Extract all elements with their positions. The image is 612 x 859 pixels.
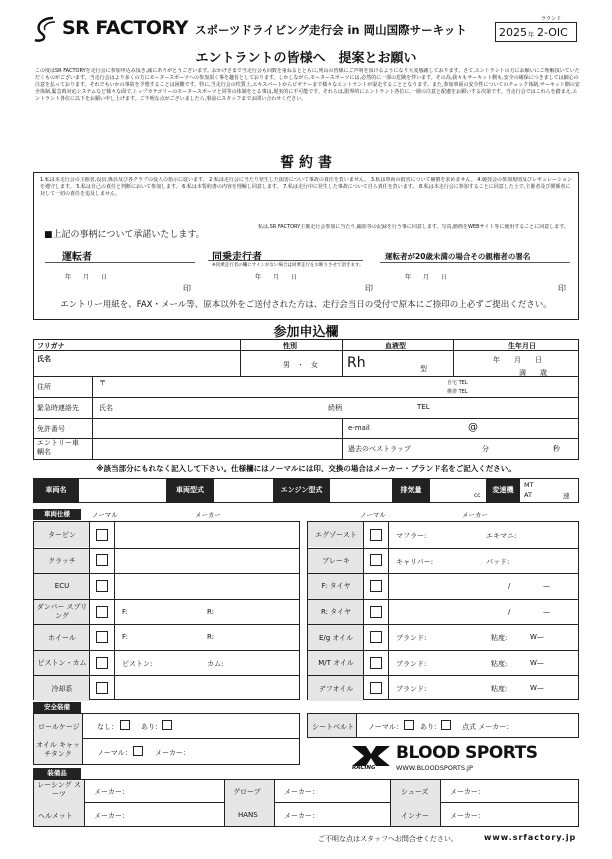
spec-item-label: ブレーキ [322,556,350,565]
col-line [363,522,364,699]
rollcage-none: なし： [97,723,118,731]
row-line [33,802,579,803]
guardian-label: 運転者が20歳未満の場合その親権者の署名 [385,252,531,261]
col-line [342,418,343,460]
seatbelt-yes-checkbox[interactable] [441,720,451,730]
col-line [453,339,454,376]
spec-normal-checkbox[interactable] [96,529,108,541]
passenger-date: 年 月 日 [255,274,298,281]
oil-brand-label: ブランド: [396,634,427,643]
passenger-seal: 印 [365,284,373,293]
header [0,0,612,42]
birth-label: 生年月日 [508,342,536,350]
best-lap-min: 分 [482,445,489,453]
spec-normal-checkbox[interactable] [370,580,382,592]
driver-sign-line [45,262,195,263]
spec-maker-left: メーカー [195,511,221,519]
glove-label: グローブ [233,788,261,796]
spec-item-label: F: タイヤ [321,582,351,591]
at-label: AT [524,491,532,499]
oil-w-label: W— [530,658,544,667]
col-line [440,779,441,827]
col-line [388,522,389,699]
gear-header: 装備品 [33,768,81,779]
col-line [92,376,93,460]
spec-item-label: E/g オイル [318,633,354,642]
spec-item-label: M/T オイル [318,659,354,668]
oil-viscosity-label: 粘度: [491,659,508,668]
seatbelt-yes: あり： [420,723,441,731]
car-name-label: エントリー車輌名 [37,439,79,456]
spec-item-label: ダンパー スプリング [36,603,88,621]
oil-tank-normal: ノーマル： [97,749,132,757]
row-line [33,418,579,419]
transmission-label: 変速機 [486,478,520,503]
best-lap-label: 過去のベストラップ [348,445,411,453]
spec-item-label: ピストン・カム [37,659,87,668]
rollcage-yes: あり： [141,723,162,731]
caliper-label: キャリパー: [396,557,434,566]
row-line [33,397,579,398]
col-line [240,339,241,376]
best-lap-sec: 秒 [553,445,560,453]
col-line [274,779,275,827]
spec-item-label: エグゾースト [315,531,357,540]
col-line [342,339,343,376]
spec-normal-checkbox[interactable] [370,657,382,669]
name-label: 氏名 [37,355,51,363]
pledge-agree: ■上記の事柄について承諾いたします。 [44,230,205,240]
guardian-sign-line [380,262,570,263]
spec-normal-checkbox[interactable] [370,682,382,694]
driver-label: 運転者 [62,252,92,263]
spec-normal-checkbox[interactable] [96,682,108,694]
wheel-rear: R: [207,633,215,642]
footer-url[interactable]: www.srfactory.jp [484,833,577,842]
col-line [356,713,357,738]
spec-normal-checkbox[interactable] [370,529,382,541]
spec-normal-checkbox[interactable] [370,554,382,566]
passenger-sign-line [208,260,363,261]
round-value: 2-OIC [537,26,568,39]
spec-normal-right: ノーマル [360,511,386,519]
round-label: ラウンド [541,16,562,22]
email-label: e-mail [348,424,370,432]
application-title: 参加申込欄 [273,325,339,340]
spec-normal-checkbox[interactable] [96,580,108,592]
spec-item-label: 冷却系 [51,684,73,693]
instructions-text: ※該当部分にもれなく記入して下さい。仕様欄にはノーマルには印、交換の場合はメーカー・ブランド名をご記入ください。 [96,464,516,473]
row-line [33,438,579,439]
spec-left-table [33,521,300,700]
driver-date: 年 月 日 [65,274,108,281]
birth-value: 年 月 日 [493,356,542,364]
seatbelt-normal: ノーマル： [368,723,403,731]
spec-normal-checkbox[interactable] [370,606,382,618]
row-line [33,350,579,351]
wheel-front: F: [122,633,128,642]
piston-label: ピストン: [122,659,153,668]
emergency-tel-label: TEL [417,403,430,411]
rollcage-label: ロールケージ [38,723,80,731]
mt-label: MT [524,481,534,489]
oil-tank-label: オイル キャッチタンク [36,741,80,758]
pledge-terms: 1.私は本走行会の主催者,役員,係員及び各クラブの役人の指示に従います。 2.私は走行会に当たり発生した損害について事故の責任を負いません。 3.私は車両の損害について補償を求めません。 4.競技会の参加規則及びレギュレーションを遵守します。 5.私は自己の責任と判断において参加します。 6.私は本誓約書の内容を理解し同意します。 7.私は走行中に発生した事故について自ら責任を負います。 8.私は本走行会に参加することに同意した上で,主催者及び関係者に対して一切の責任を追及しません。 [40,177,572,197]
glove-maker: メーカー： [284,788,319,796]
sponsor-name: BLOOD SPORTS [396,743,538,763]
speed-label: 速 [563,492,570,500]
col-line [114,522,115,699]
inner-label: インナー [401,812,429,820]
sponsor-sub: RACING [352,765,376,771]
spec-maker-right: メーカー [462,511,488,519]
spec-header: 車両仕様 [33,509,81,520]
spec-normal-checkbox[interactable] [96,554,108,566]
suit-label: レーシング スーツ [37,781,81,798]
passenger-label: 同乗走行者 [212,252,262,263]
hans-label: HANS [238,811,258,819]
spec-item-label: ターピン [48,531,76,540]
pad-label: パッド: [486,557,510,566]
spec-item-label: デフオイル [318,684,354,693]
oil-viscosity-label: 粘度: [491,634,508,643]
oil-w-label: W— [530,633,544,642]
emergency-label: 緊急時連絡先 [37,404,79,412]
year-value: 2025 [499,26,527,39]
pledge-notice: エントリー用紙を、FAX・メール等、原本以外をご送付された方は、走行会当日の受付で原本にご捺印の上必ずご提出ください。 [60,300,552,310]
address-label: 住所 [37,383,51,391]
inner-maker: メーカー： [450,812,485,820]
passenger-note: ※同乗走行者の欄にサインがない場合は同乗走行をお断りさせて頂きます。 [212,263,364,268]
intro-text: この度はSR FACTORYを走行会に参加申込み頂き,誠にありがとうございます。おかげさまで当走行会も回数を重ねるとともに,列山の皆様にご声明を頂けるようになり大変感謝しております。さて,エントラントの方にお願いにご理解頂いていただくものがございます。当走行会はより多くの方にモータースポーツへの参加頂く事を趣旨としております。しかしながら,モータースポーツには,必然的に一部の危険を伴います。その為,我々もサーキット側も,安全の確保につきましては細心の注意を払っております。それでもいかの事故を予想することは困難です。特に,当走行会の性質上,エキスパートからビギナーまで様々なエントラントが混走することとなります。また,参加車両の安全性についてのチェック体制,サーキット側の安全体制,緊急時対応システムなど様々な面で,トップカテゴリーのモータースポーツと同等の体制をとる事は,現実的に不可能です。それらは,限界的にエントラント各位に,一層の注意と配慮をお願いする次第です。当走行会ではこれらを踏まえ,エントラント各位に以下をお願い申し上げます。ご不明な点がございましたら,事前にスタッフまでお問い合わせください。 [35,68,580,102]
pledge-title: 誓 約 書 [280,155,332,171]
spec-normal-left: ノーマル [92,511,118,519]
guardian-seal: 印 [558,284,566,293]
col-line [224,779,225,827]
oil-brand-label: ブランド: [396,659,427,668]
damper-front: F: [122,607,128,616]
cam-label: カム: [207,659,224,668]
tire-rear-dash: — [543,607,550,616]
blood-suffix: 型 [420,365,427,373]
model-label: 車両型式 [166,478,214,503]
brand-name: SR FACTORY [62,17,188,39]
spec-item-label: クラッチ [48,556,76,565]
col-line [390,779,391,827]
col-line [89,522,90,699]
spec-normal-checkbox[interactable] [96,606,108,618]
spec-item-label: ECU [54,582,70,591]
footer-contact: ご不明な点はスタッフへお問合せください。 [318,835,458,843]
exmani-label: エキマニ: [486,532,517,540]
helmet-label: ヘルメット [38,812,73,820]
spec-item-label: ホイール [48,633,76,642]
page-title: エントラントの皆様へ 提案とお願い [195,51,417,66]
oil-viscosity-label: 粘度: [491,685,508,694]
relation-label: 続柄 [328,404,342,412]
event-title: スポーツドライビング走行会 in 岡山国際サーキット [195,23,467,37]
spec-normal-checkbox[interactable] [96,631,108,643]
col-line [82,713,83,765]
oil-brand-label: ブランド: [396,685,427,694]
guardian-date: 年 月 日 [405,274,448,281]
blood-rh: Rh [347,355,366,371]
oil-tank-normal-checkbox[interactable] [133,746,143,756]
pledge-note: 私は,SR FACTORY主催走行会参加に当たり,撮影等の記録を行う事に同意します。写真,動画をWEBサイト等に使用することに同意します。 [258,224,569,230]
gender-value: 男 ・ 女 [283,361,318,369]
emergency-name-label: 氏名 [99,404,113,412]
spec-normal-checkbox[interactable] [370,631,382,643]
damper-rear: R: [207,607,215,616]
rollcage-yes-checkbox[interactable] [162,720,172,730]
seatbelt-normal-checkbox[interactable] [404,720,414,730]
license-label: 免許番号 [37,425,65,433]
age-value: 満 歳 [519,369,547,377]
spec-item-label: R: タイヤ [320,607,352,616]
helmet-maker: メーカー： [94,812,129,820]
email-at: @ [468,422,478,433]
car-label: 車両名 [33,478,79,503]
rollcage-none-checkbox[interactable] [120,720,130,730]
cc-label: cc [474,492,481,499]
tire-rear-slash: / [508,607,511,616]
shoes-label: シューズ [401,788,429,796]
oil-w-label: W— [530,684,544,693]
seatbelt-label: シートベルト [312,723,354,731]
year-unit: 年 [528,32,535,39]
blood-label: 血液型 [385,342,406,350]
oil-tank-maker: メーカー： [155,749,190,757]
spec-right-table [307,521,579,700]
suit-maker: メーカー： [94,788,129,796]
tel-home-label: 自宅 TEL [447,380,468,386]
postal-mark: 〒 [99,379,106,387]
furigana-label: フリガナ [37,342,65,350]
col-line [84,779,85,827]
seatbelt-points: 点式 メーカー： [462,723,514,731]
displacement-label: 排気量 [392,478,430,503]
driver-seal: 印 [183,284,191,293]
spec-normal-checkbox[interactable] [96,657,108,669]
muffler-label: マフラー: [396,532,427,540]
tire-front-slash: / [508,582,511,591]
shoes-maker: メーカー： [450,788,485,796]
tire-front-dash: — [543,582,550,591]
hans-maker: メーカー： [284,812,319,820]
row-line [33,376,579,377]
safety-header: 安全装備 [33,702,81,713]
engine-label: エンジン型式 [273,478,330,503]
sponsor-url: WWW.BLOODSPORTS.JP [396,764,473,772]
tel-mobile-label: 携帯 TEL [447,389,468,395]
sr-factory-logo-icon [33,16,57,42]
gender-label: 性別 [283,342,297,350]
